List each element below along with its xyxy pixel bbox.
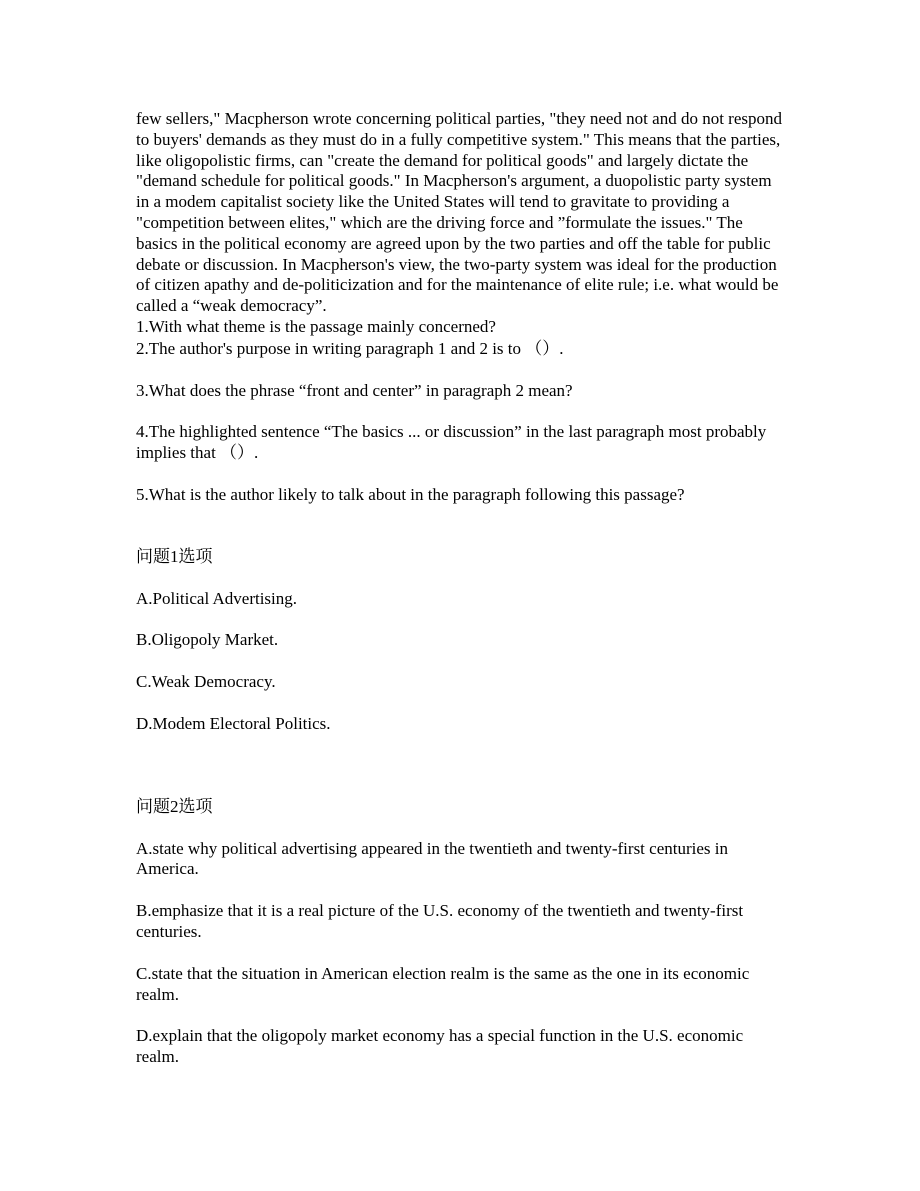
question-3: 3.What does the phrase “front and center” in paragraph 2 mean? [136,380,573,400]
question-5: 5.What is the author likely to talk about in the paragraph following this passage? [136,484,685,504]
option-1c: C.Weak Democracy. [136,672,276,692]
option-set-1-heading: 问题1选项 [136,546,213,566]
option-set-1-list [136,589,786,735]
question-4: 4.The highlighted sentence “The basics ... or discussion” in the last paragraph most probably implies that （）. [136,422,767,463]
option-1a: A.Political Advertising. [136,588,298,608]
option-set-2-list [136,839,786,1068]
option-2a: A.state why political advertising appeared in the twentieth and twenty-first centuries in America. [136,838,728,879]
option-1b: B.Oligopoly Market. [136,630,279,650]
option-2b: B.emphasize that it is a real picture of the U.S. economy of the twentieth and twenty-first centuries. [136,901,744,941]
question-1: 1.With what theme is the passage mainly concerned? [136,316,496,336]
question-2: 2.The author's purpose in writing paragraph 1 and 2 is to （）. [136,338,564,358]
option-2c: C.state that the situation in American election realm is the same as the one in its economic realm. [136,963,750,1004]
option-set-2-heading: 问题2选项 [136,796,213,816]
passage-text: few sellers," Macpherson wrote concerning political parties, "they need not and do not respond to buyers' demands as they must do in a fully competitive system." This means that the parties, like oligopolistic firms, can "create the demand for political goods" and largely dictate the "demand schedule for political goods." In Macpherson's argument, a duopolistic party system in a modem capitalist society like the United States will tend to gravitate to providing a "competition between elites," which are the driving force and ”formulate the issues." The basics in the political economy are agreed upon by the two parties and off the table for public debate or discussion. In Macpherson's view, the two-party system was ideal for the production of citizen apathy and de-politicization and for the maintenance of elite rule; i.e. what would be called a “weak democracy”. [136,109,782,316]
option-2d: D.explain that the oligopoly market economy has a special function in the U.S. economic realm. [136,1026,744,1067]
document-page [136,109,786,1089]
option-1d: D.Modem Electoral Politics. [136,713,331,733]
